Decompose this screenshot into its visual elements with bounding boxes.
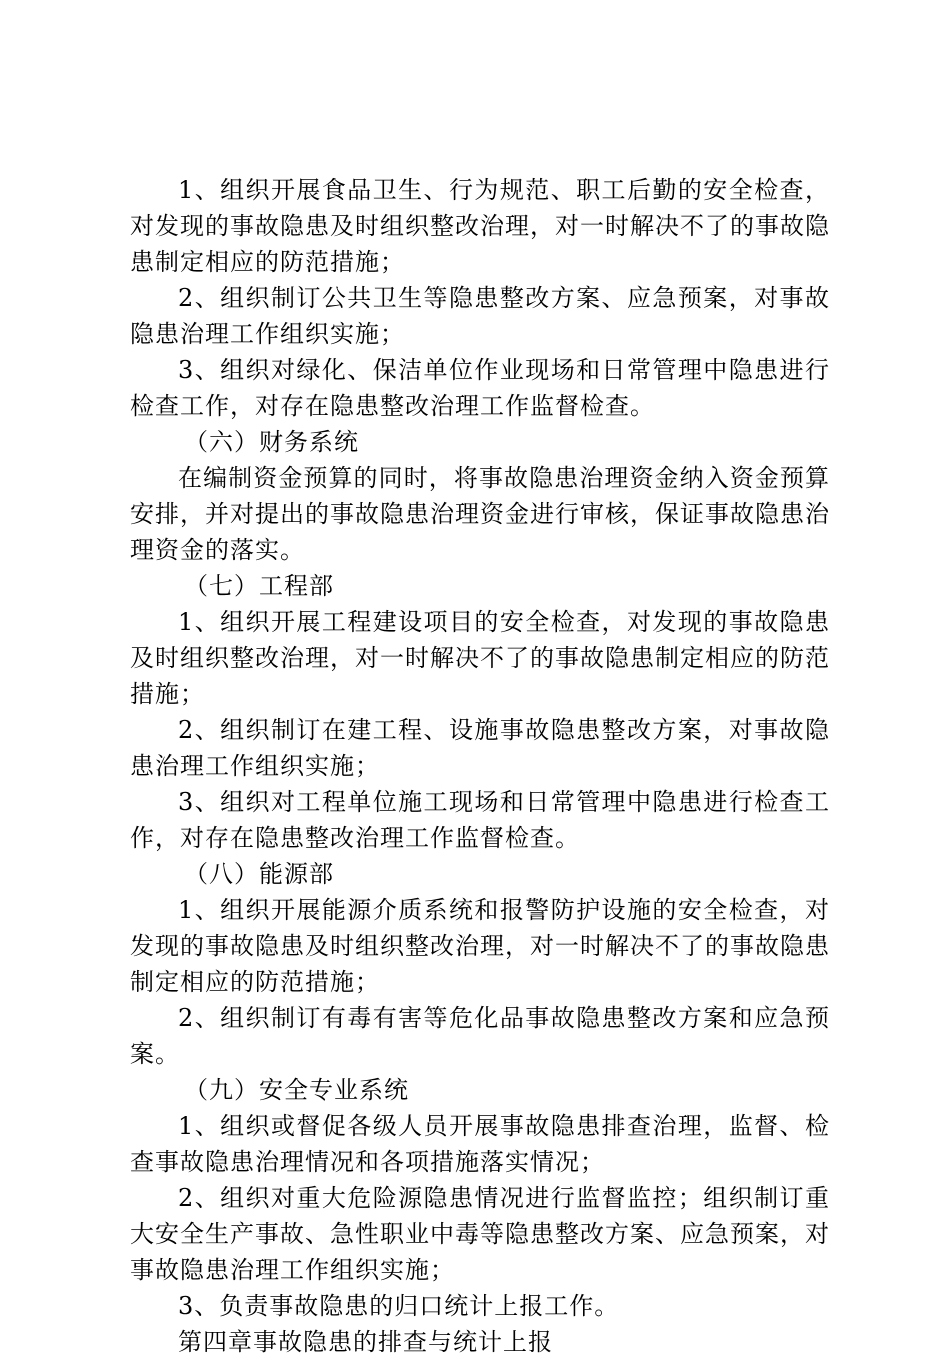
- paragraph-safety-3: 3、负责事故隐患的归口统计上报工作。: [178, 1292, 620, 1320]
- paragraph-safety-1: 1、组织或督促各级人员开展事故隐患排查治理，监督、检查事故隐患治理情况和各项措施落实情况；: [130, 1112, 830, 1176]
- paragraph-energy-1: 1、组织开展能源介质系统和报警防护设施的安全检查，对发现的事故隐患及时组织整改治理，对一时解决不了的事故隐患制定相应的防范措施；: [130, 896, 830, 996]
- paragraph-energy-2: 2、组织制订有毒有害等危化品事故隐患整改方案和应急预案。: [130, 1004, 830, 1068]
- section-heading-energy: （八）能源部: [184, 860, 334, 888]
- paragraph-engineering-2: 2、组织制订在建工程、设施事故隐患整改方案，对事故隐患治理工作组织实施；: [130, 716, 830, 780]
- document-page: [130, 172, 830, 1360]
- paragraph-engineering-1: 1、组织开展工程建设项目的安全检查，对发现的事故隐患及时组织整改治理，对一时解决不了的事故隐患制定相应的防范措施；: [130, 608, 830, 708]
- section-heading-safety: （九）安全专业系统: [184, 1076, 409, 1104]
- paragraph-logistics-1: 1、组织开展食品卫生、行为规范、职工后勤的安全检查，对发现的事故隐患及时组织整改治理，对一时解决不了的事故隐患制定相应的防范措施；: [130, 176, 830, 276]
- paragraph-safety-2: 2、组织对重大危险源隐患情况进行监督监控；组织制订重大安全生产事故、急性职业中毒等隐患整改方案、应急预案，对事故隐患治理工作组织实施；: [130, 1184, 830, 1284]
- paragraph-finance: 在编制资金预算的同时，将事故隐患治理资金纳入资金预算安排，并对提出的事故隐患治理资金进行审核，保证事故隐患治理资金的落实。: [130, 464, 830, 564]
- section-heading-engineering: （七）工程部: [184, 572, 334, 600]
- chapter-title: 第四章事故隐患的排查与统计上报: [178, 1328, 553, 1356]
- section-heading-finance: （六）财务系统: [184, 428, 359, 456]
- paragraph-engineering-3: 3、组织对工程单位施工现场和日常管理中隐患进行检查工作，对存在隐患整改治理工作监督检查。: [130, 788, 830, 852]
- paragraph-logistics-2: 2、组织制订公共卫生等隐患整改方案、应急预案，对事故隐患治理工作组织实施；: [130, 284, 830, 348]
- paragraph-logistics-3: 3、组织对绿化、保洁单位作业现场和日常管理中隐患进行检查工作，对存在隐患整改治理工作监督检查。: [130, 356, 830, 420]
